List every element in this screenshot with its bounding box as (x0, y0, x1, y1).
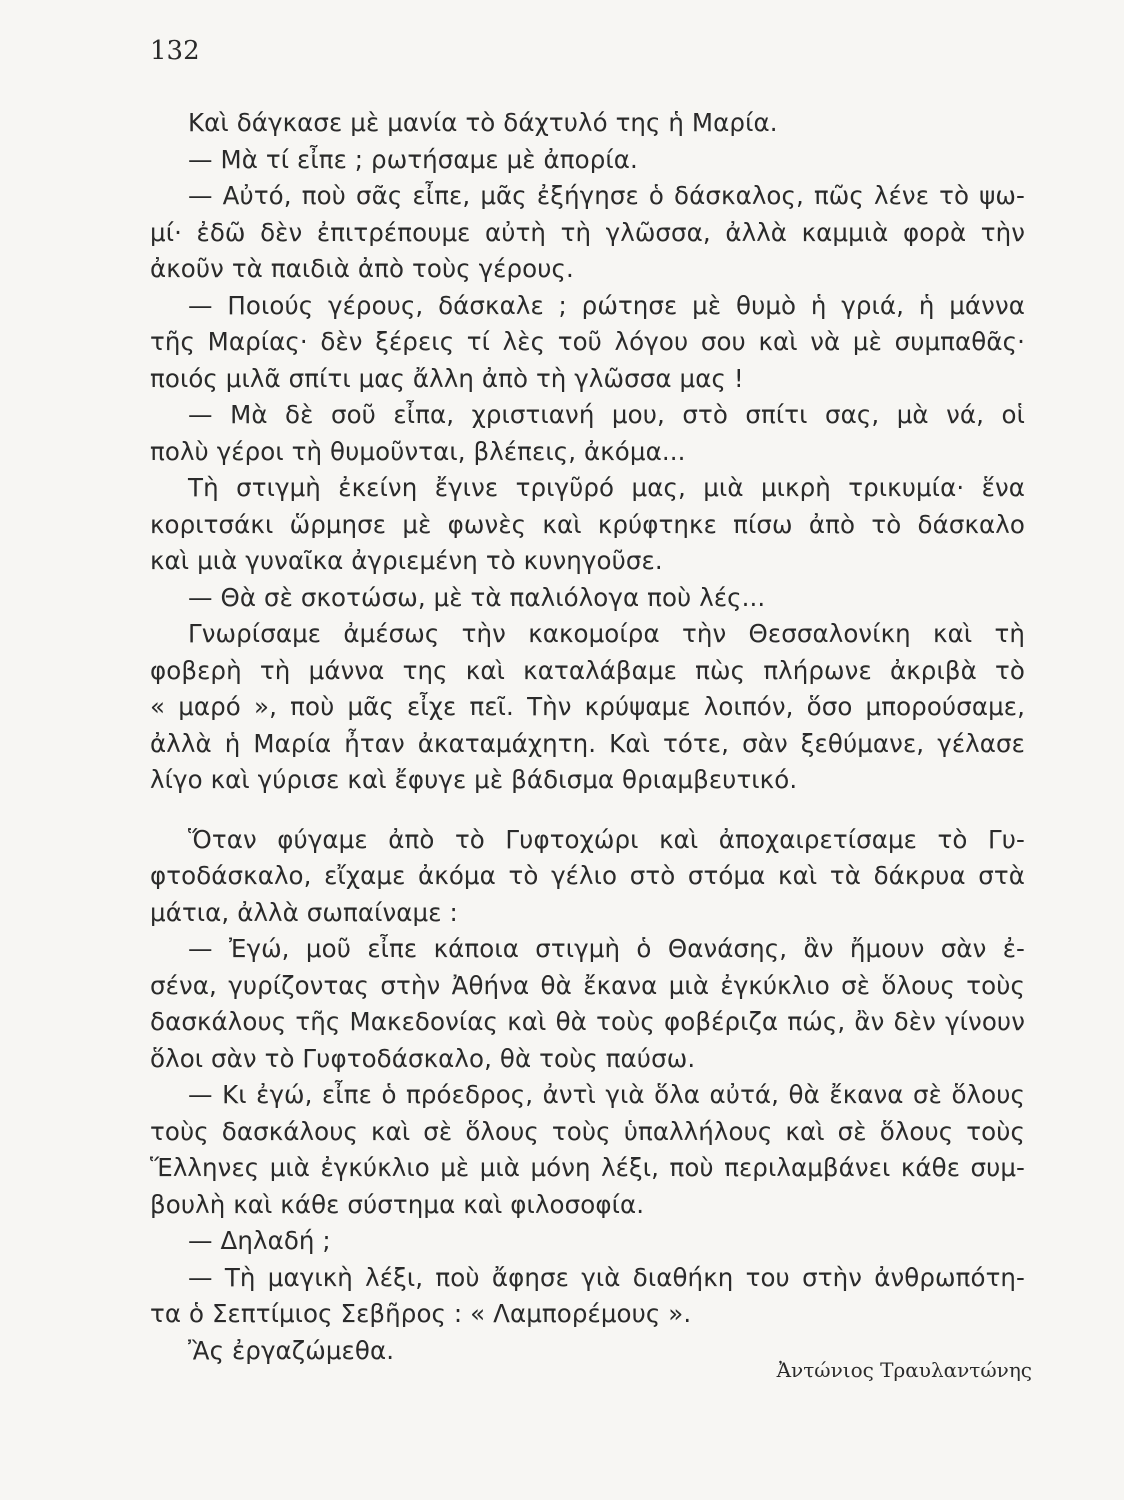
page-number: 132 (150, 36, 200, 66)
text-line: βουλὴ καὶ κάθε σύστημα καὶ φιλοσοφία. (150, 1189, 645, 1219)
text-line: — Ποιούς γέρους, δάσκαλε ; ρώτησε μὲ θυμὸ ἡ γριά, ἡ μάννα (188, 290, 1025, 320)
text-line: — Τὴ μαγικὴ λέξι, ποὺ ἄφησε γιὰ διαθήκη του στὴν ἀνθρωπότη- (188, 1262, 1025, 1292)
text-line: — Ἐγώ, μοῦ εἶπε κάποια στιγμὴ ὁ Θανάσης, ἂν ἤμουν σὰν ἐ- (188, 934, 1025, 963)
article-body (150, 105, 1025, 1369)
text-line: ἀλλὰ ἡ Μαρία ἦταν ἀκαταμάχητη. Καὶ τότε, σὰν ξεθύμανε, γέλασε (150, 728, 1025, 758)
text-line: — Δηλαδή ; (188, 1226, 331, 1255)
text-line: Γνωρίσαμε ἀμέσως τὴν κακομοίρα τὴν Θεσσαλονίκη καὶ τὴ (188, 619, 1025, 648)
text-line: Τὴ στιγμὴ ἐκείνη ἔγινε τριγῦρό μας, μιὰ μικρὴ τρικυμία· ἕνα (188, 473, 1025, 502)
text-line: — Μὰ δὲ σοῦ εἶπα, χριστιανή μου, στὸ σπίτι σας, μὰ νά, οἱ (188, 400, 1025, 429)
section-gap (150, 799, 1025, 822)
text-line: τα ὁ Σεπτίμιος Σεβῆρος : « Λαμπορέμους ». (150, 1299, 692, 1328)
text-line: μάτια, ἀλλὰ σωπαίναμε : (150, 897, 458, 927)
text-line: Καὶ δάγκασε μὲ μανία τὸ δάχτυλό της ἡ Μαρία. (188, 108, 778, 137)
text-line: φοβερὴ τὴ μάννα της καὶ καταλάβαμε πὼς πλήρωνε ἀκριβὰ τὸ (150, 655, 1025, 685)
text-line: — Αὐτό, ποὺ σᾶς εἶπε, μᾶς ἐξήγησε ὁ δάσκαλος, πῶς λένε τὸ ψω- (188, 181, 1025, 210)
author-signature: Ἀντώνιος Τραυλαντώνης (776, 1358, 1032, 1382)
text-line: « μαρό », ποὺ μᾶς εἶχε πεῖ. Τὴν κρύψαμε λοιπόν, ὅσο μπορούσαμε, (150, 692, 1025, 721)
text-line: — Μὰ τί εἶπε ; ρωτήσαμε μὲ ἀπορία. (188, 144, 638, 174)
text-line: δασκάλους τῆς Μακεδονίας καὶ θὰ τοὺς φοβέριζα πώς, ἂν δὲν γίνουν (150, 1007, 1025, 1036)
text-line: κοριτσάκι ὥρμησε μὲ φωνὲς καὶ κρύφτηκε πίσω ἀπὸ τὸ δάσκαλο (150, 509, 1025, 539)
text-line: Ὅταν φύγαμε ἀπὸ τὸ Γυφτοχώρι καὶ ἀποχαιρετίσαμε τὸ Γυ- (188, 824, 1025, 854)
text-line: μί· ἐδῶ δὲν ἐπιτρέπουμε αὐτὴ τὴ γλῶσσα, ἀλλὰ καμμιὰ φορὰ τὴν (150, 217, 1025, 247)
text-line: φτοδάσκαλο, εἴχαμε ἀκόμα τὸ γέλιο στὸ στόμα καὶ τὰ δάκρυα στὰ (150, 861, 1025, 890)
text-line: σένα, γυρίζοντας στὴν Ἀθήνα θὰ ἔκανα μιὰ ἐγκύκλιο σὲ ὅλους τοὺς (150, 970, 1025, 1000)
text-line: — Θὰ σὲ σκοτώσω, μὲ τὰ παλιόλογα ποὺ λές... (188, 582, 766, 612)
text-line: Ἕλληνες μιὰ ἐγκύκλιο μὲ μιὰ μόνη λέξι, ποὺ περιλαμβάνει κάθε συμ- (150, 1153, 1025, 1182)
text-line: τοὺς δασκάλους καὶ σὲ ὅλους τοὺς ὑπαλλήλους καὶ σὲ ὅλους τοὺς (150, 1116, 1025, 1146)
text-line: ποιός μιλᾶ σπίτι μας ἄλλη ἀπὸ τὴ γλῶσσα μας ! (150, 363, 744, 393)
text-line: Ἂς ἐργαζώμεθα. (188, 1335, 395, 1365)
text-line: λίγο καὶ γύρισε καὶ ἔφυγε μὲ βάδισμα θριαμβευτικό. (150, 765, 798, 794)
text-line: πολὺ γέροι τὴ θυμοῦνται, βλέπεις, ἀκόμα... (150, 436, 686, 466)
text-line: καὶ μιὰ γυναῖκα ἀγριεμένη τὸ κυνηγοῦσε. (150, 546, 663, 575)
text-line: ἀκοῦν τὰ παιδιὰ ἀπὸ τοὺς γέρους. (150, 254, 574, 283)
text-line: τῆς Μαρίας· δὲν ξέρεις τί λὲς τοῦ λόγου σου καὶ νὰ μὲ συμπαθᾶς· (150, 327, 1025, 356)
text-line: — Κι ἐγώ, εἶπε ὁ πρόεδρος, ἀντὶ γιὰ ὅλα αὐτά, θὰ ἔκανα σὲ ὅλους (188, 1080, 1025, 1109)
text-line: ὅλοι σὰν τὸ Γυφτοδάσκαλο, θὰ τοὺς παύσω. (150, 1043, 696, 1073)
